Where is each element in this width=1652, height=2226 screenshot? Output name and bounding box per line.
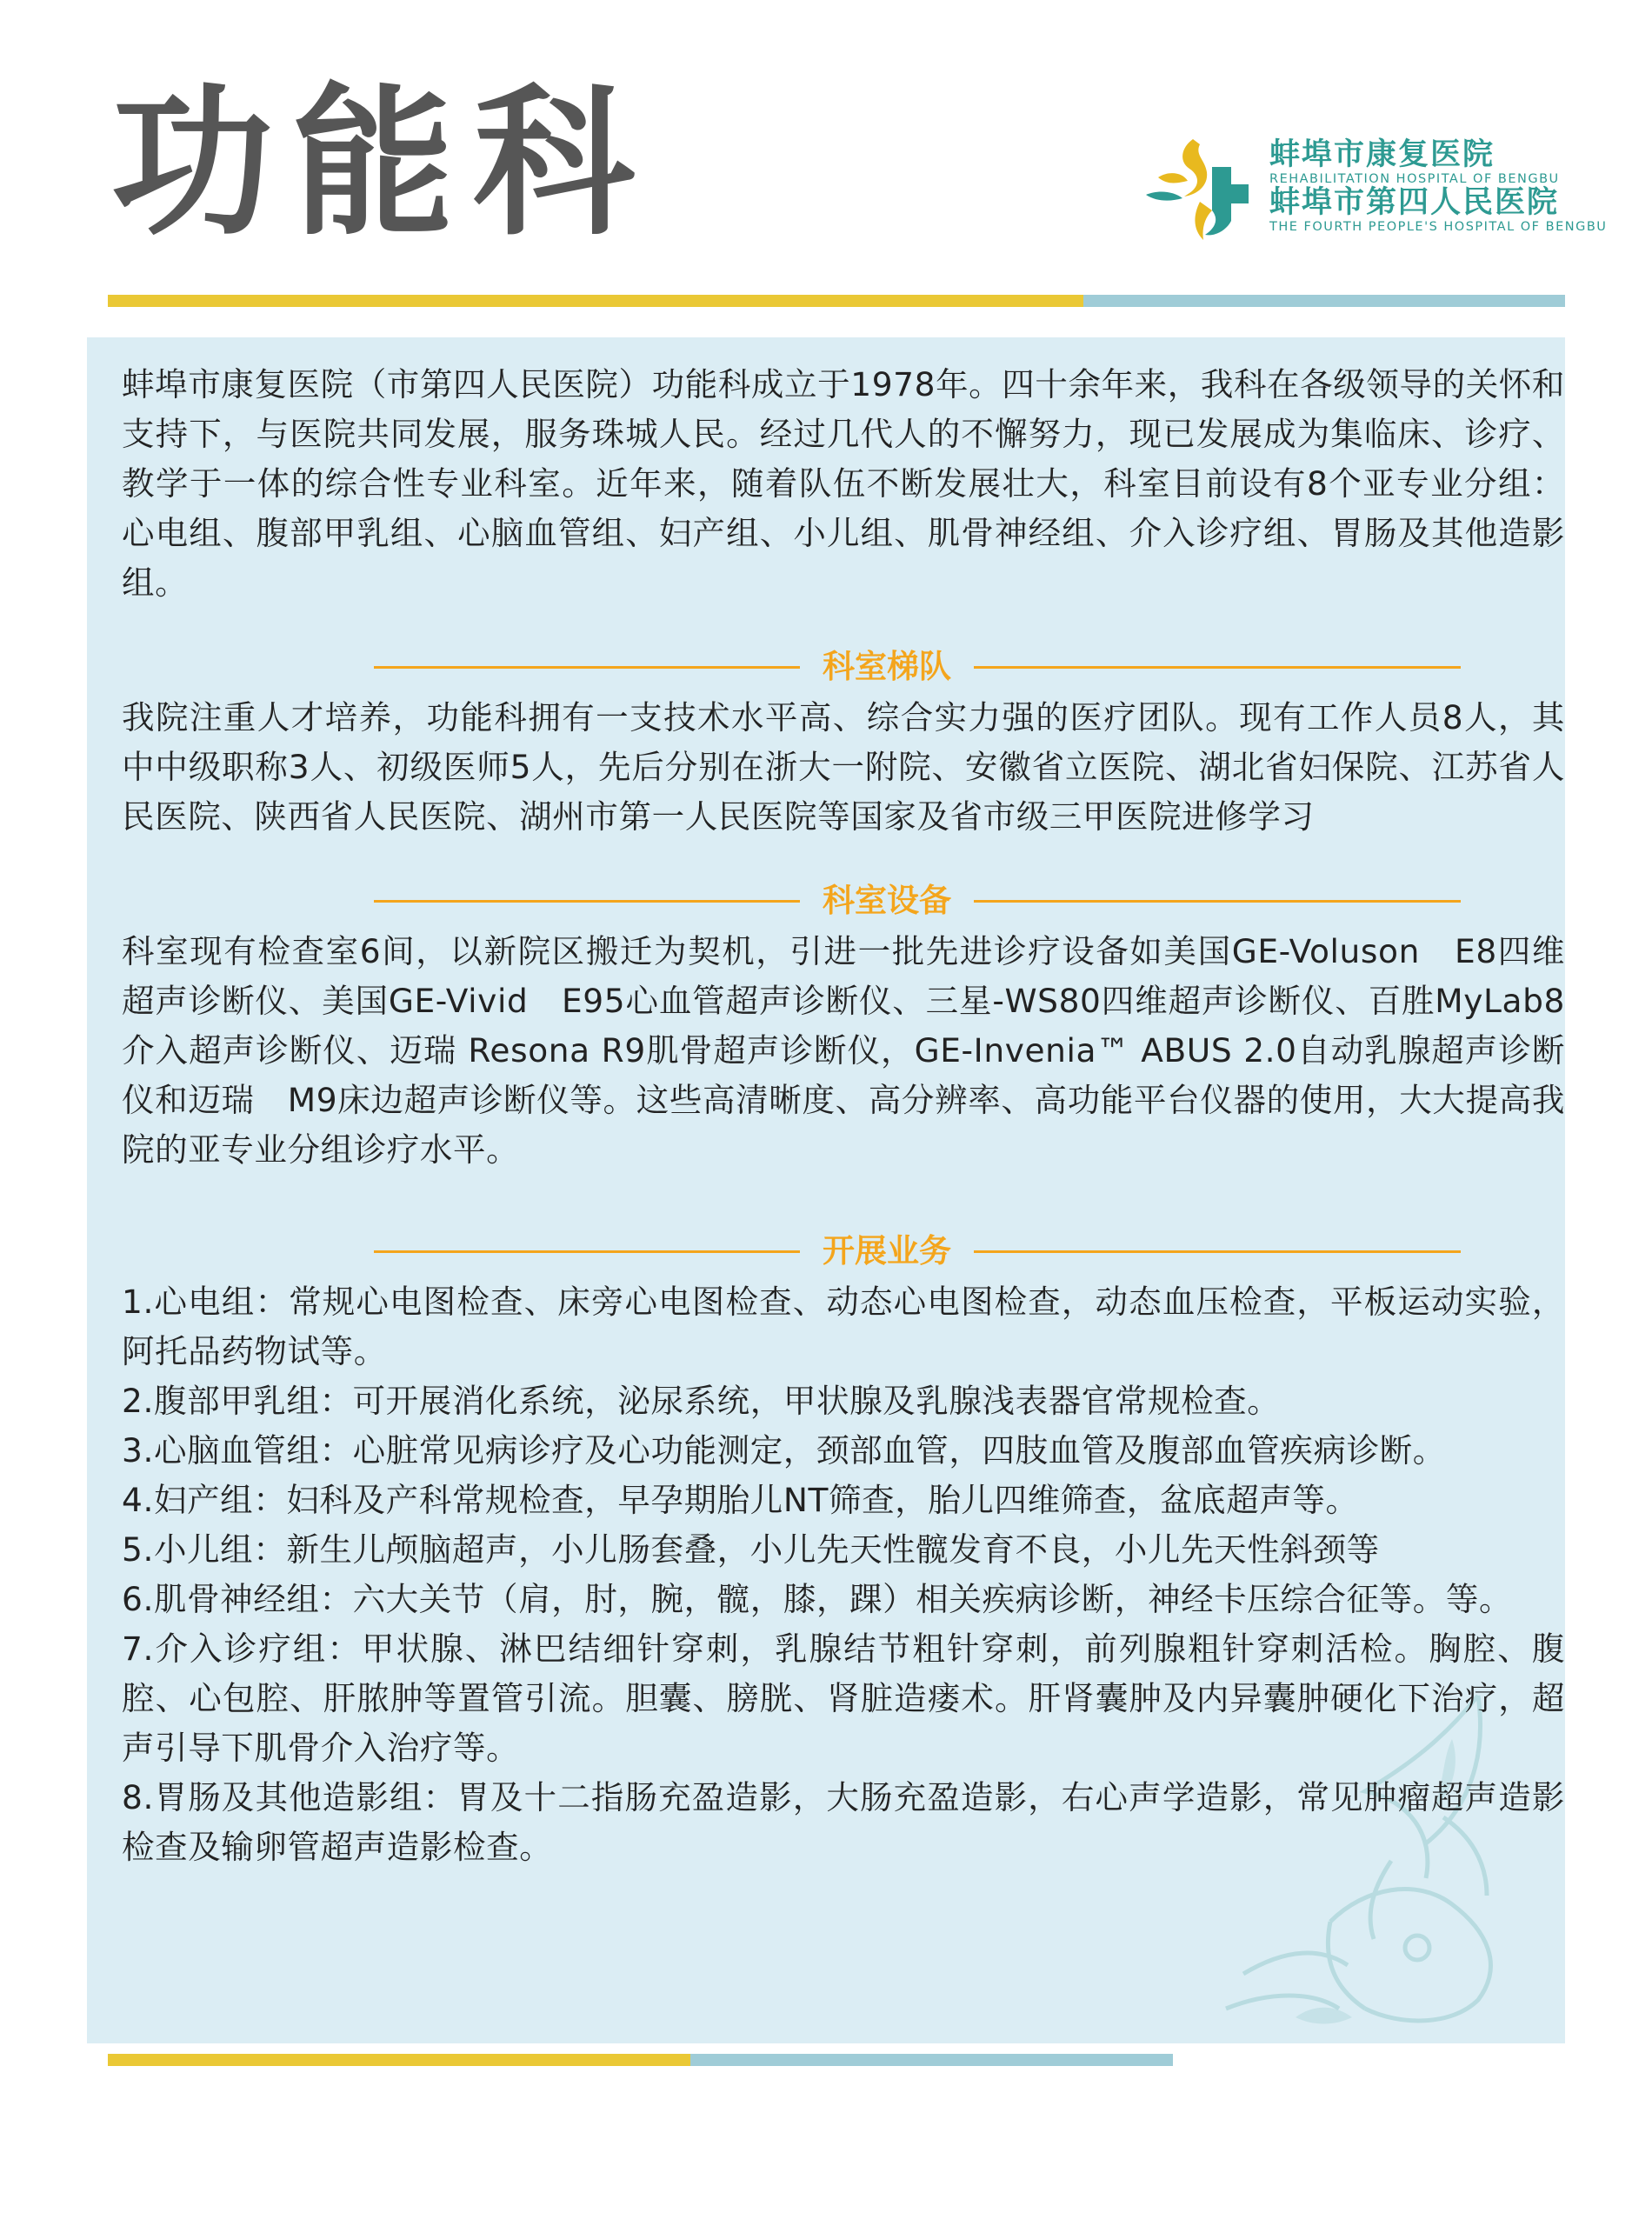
heading-rule-left xyxy=(374,666,800,669)
service-item-contrast: 8.胃肠及其他造影组：胃及十二指肠充盈造影，大肠充盈造影，右心声学造影，常见肿瘤超声造影检查及输卵管超声造影检查。 xyxy=(122,1778,1565,1866)
heading-rule-right xyxy=(974,1250,1461,1253)
service-item-abdominal: 2.腹部甲乳组：可开展消化系统，泌尿系统，甲状腺及乳腺浅表器官常规检查。 xyxy=(122,1382,1281,1420)
heading-rule-left xyxy=(374,1250,800,1253)
service-item-musculoskeletal: 6.肌骨神经组：六大关节（肩，肘，腕，髋，膝，踝）相关疾病诊断，神经卡压综合征等。等。 xyxy=(122,1580,1513,1618)
section-heading-label: 科室梯队 xyxy=(823,648,951,685)
section-heading-label: 科室设备 xyxy=(823,882,951,919)
bottom-divider-yellow xyxy=(108,2054,690,2066)
section-heading-team xyxy=(122,643,1565,691)
heading-rule-right xyxy=(974,900,1461,903)
heading-rule-right xyxy=(974,666,1461,669)
team-paragraph: 我院注重人才培养，功能科拥有一支技术水平高、综合实力强的医疗团队。现有工作人员8人，其中中级职称3人、初级医师5人，先后分别在浙大一附院、安徽省立医院、湖北省妇保院、江苏省人民医院、陕西省人民医院、湖州市第一人民医院等国家及省市级三甲医院进修学习 xyxy=(122,698,1565,836)
logo-name-cn-2: 蚌埠市第四人民医院 xyxy=(1269,184,1560,220)
section-heading-equipment xyxy=(122,876,1565,925)
service-item-pediatric: 5.小儿组：新生儿颅脑超声，小儿肠套叠，小儿先天性髋发育不良，小儿先天性斜颈等 xyxy=(122,1530,1380,1569)
services-list xyxy=(122,1277,1565,1872)
heading-rule-left xyxy=(374,900,800,903)
top-divider-blue xyxy=(1083,295,1565,307)
logo-name-cn-1: 蚌埠市康复医院 xyxy=(1269,137,1495,172)
service-item-ecg: 1.心电组：常规心电图检查、床旁心电图检查、动态心电图检查，动态血压检查，平板运动实验，阿托品药物试等。 xyxy=(122,1283,1565,1370)
section-heading-services xyxy=(122,1227,1565,1276)
equipment-paragraph: 科室现有检查室6间，以新院区搬迁为契机，引进一批先进诊疗设备如美国GE-Voluson E8四维超声诊断仪、美国GE-Vivid E95心血管超声诊断仪、三星-WS80四维超声诊断仪、百胜MyLab8介入超声诊断仪、迈瑞 Resona R9肌骨超声诊断仪，GE-Invenia™ ABUS 2.0自动乳腺超声诊断仪和迈瑞 M9床边超声诊断仪等。这些高清晰度、高分辨率、高功能平台仪器的使用，大大提高我院的亚专业分组诊疗水平。 xyxy=(122,932,1565,1169)
intro-paragraph: 蚌埠市康复医院（市第四人民医院）功能科成立于1978年。四十余年来，我科在各级领导的关怀和支持下，与医院共同发展，服务珠城人民。经过几代人的不懈努力，现已发展成为集临床、诊疗、教学于一体的综合性专业科室。近年来，随着队伍不断发展壮大，科室目前设有8个亚专业分组：心电组、腹部甲乳组、心脑血管组、妇产组、小儿组、肌骨神经组、介入诊疗组、胃肠及其他造影组。 xyxy=(122,365,1565,602)
content-panel xyxy=(87,337,1565,2043)
bottom-divider-blue xyxy=(690,2054,1173,2066)
logo-name-en-1: REHABILITATION HOSPITAL OF BENGBU xyxy=(1269,171,1560,186)
logo-name-en-2: THE FOURTH PEOPLE'S HOSPITAL OF BENGBU xyxy=(1269,219,1608,234)
top-divider-yellow xyxy=(108,295,1083,307)
hospital-logo xyxy=(1139,132,1608,245)
hospital-emblem-icon xyxy=(1139,132,1269,245)
page-title: 功能科 xyxy=(111,69,655,257)
service-item-cardio-cerebral: 3.心脑血管组：心脏常见病诊疗及心功能测定，颈部血管，四肢血管及腹部血管疾病诊断。 xyxy=(122,1431,1446,1470)
service-item-obgyn: 4.妇产组：妇科及产科常规检查，早孕期胎儿NT筛查，胎儿四维筛查，盆底超声等。 xyxy=(122,1481,1359,1519)
service-item-interventional: 7.介入诊疗组：甲状腺、淋巴结细针穿刺，乳腺结节粗针穿刺，前列腺粗针穿刺活检。胸腔、腹腔、心包腔、肝脓肿等置管引流。胆囊、膀胱、肾脏造瘘术。肝肾囊肿及内异囊肿硬化下治疗，超声引导下肌骨介入治疗等。 xyxy=(122,1630,1565,1767)
section-heading-label: 开展业务 xyxy=(823,1232,951,1270)
